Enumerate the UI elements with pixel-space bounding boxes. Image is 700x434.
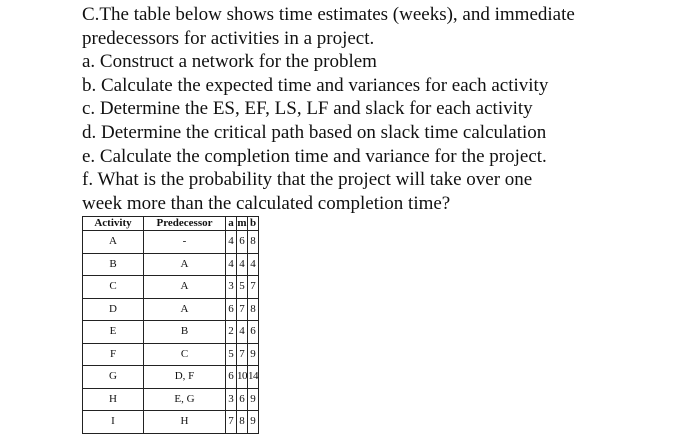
cell-predecessor: A xyxy=(144,298,226,321)
cell-b: 9 xyxy=(248,343,259,366)
question-line-e: e. Calculate the completion time and variance for the project. xyxy=(82,145,547,167)
cell-a: 3 xyxy=(226,388,237,411)
question-line-intro-1: C.The table below shows time estimates (weeks), and immediate xyxy=(82,4,575,25)
cell-b: 14 xyxy=(248,366,259,389)
cell-m: 5 xyxy=(237,276,248,299)
cell-predecessor: H xyxy=(144,411,226,434)
cell-a: 3 xyxy=(226,276,237,299)
table-row xyxy=(83,321,259,344)
activity-table xyxy=(82,216,259,434)
cell-m: 4 xyxy=(237,253,248,276)
cell-predecessor: - xyxy=(144,231,226,254)
header-activity: Activity xyxy=(83,217,144,231)
cell-m: 8 xyxy=(237,411,248,434)
cell-activity: A xyxy=(83,231,144,254)
table-row xyxy=(83,366,259,389)
cell-predecessor: A xyxy=(144,253,226,276)
cell-m: 6 xyxy=(237,388,248,411)
cell-activity: C xyxy=(83,276,144,299)
question-line-f-2: week more than the calculated completion time? xyxy=(82,192,451,214)
cell-a: 5 xyxy=(226,343,237,366)
cell-predecessor: D, F xyxy=(144,366,226,389)
cell-m: 7 xyxy=(237,298,248,321)
cell-a: 4 xyxy=(226,231,237,254)
cell-activity: H xyxy=(83,388,144,411)
table-row xyxy=(83,276,259,299)
cell-b: 7 xyxy=(248,276,259,299)
table-row xyxy=(83,253,259,276)
question-text xyxy=(82,3,682,215)
cell-activity: I xyxy=(83,411,144,434)
cell-a: 2 xyxy=(226,321,237,344)
cell-activity: B xyxy=(83,253,144,276)
cell-b: 8 xyxy=(248,231,259,254)
cell-predecessor: C xyxy=(144,343,226,366)
cell-activity: G xyxy=(83,366,144,389)
cell-b: 4 xyxy=(248,253,259,276)
cell-predecessor: B xyxy=(144,321,226,344)
cell-m: 10 xyxy=(237,366,248,389)
cell-m: 7 xyxy=(237,343,248,366)
cell-m: 4 xyxy=(237,321,248,344)
question-line-f-1: f. What is the probability that the project will take over one xyxy=(82,169,533,191)
header-b: b xyxy=(248,217,259,231)
cell-b: 6 xyxy=(248,321,259,344)
cell-activity: D xyxy=(83,298,144,321)
header-predecessor: Predecessor xyxy=(144,217,226,231)
table-row xyxy=(83,343,259,366)
header-m: m xyxy=(237,217,247,229)
cell-a: 7 xyxy=(226,411,237,434)
question-line-a: a. Construct a network for the problem xyxy=(82,51,377,73)
table-header-row xyxy=(83,217,259,231)
cell-b: 8 xyxy=(248,298,259,321)
cell-a: 4 xyxy=(226,253,237,276)
table-row xyxy=(83,411,259,434)
table-row xyxy=(83,298,259,321)
cell-activity: E xyxy=(83,321,144,344)
cell-a: 6 xyxy=(226,298,237,321)
cell-b: 9 xyxy=(248,411,259,434)
question-line-intro-2: predecessors for activities in a project. xyxy=(82,27,375,49)
cell-a: 6 xyxy=(226,366,237,389)
cell-b: 9 xyxy=(248,388,259,411)
table-row xyxy=(83,388,259,411)
cell-activity: F xyxy=(83,343,144,366)
question-line-b: b. Calculate the expected time and variances for each activity xyxy=(82,74,549,96)
cell-predecessor: A xyxy=(144,276,226,299)
question-line-d: d. Determine the critical path based on slack time calculation xyxy=(82,121,547,143)
table-row xyxy=(83,231,259,254)
question-line-c: c. Determine the ES, EF, LS, LF and slack for each activity xyxy=(82,98,533,120)
cell-m: 6 xyxy=(237,231,248,254)
header-a: a xyxy=(226,217,237,231)
cell-predecessor: E, G xyxy=(144,388,226,411)
